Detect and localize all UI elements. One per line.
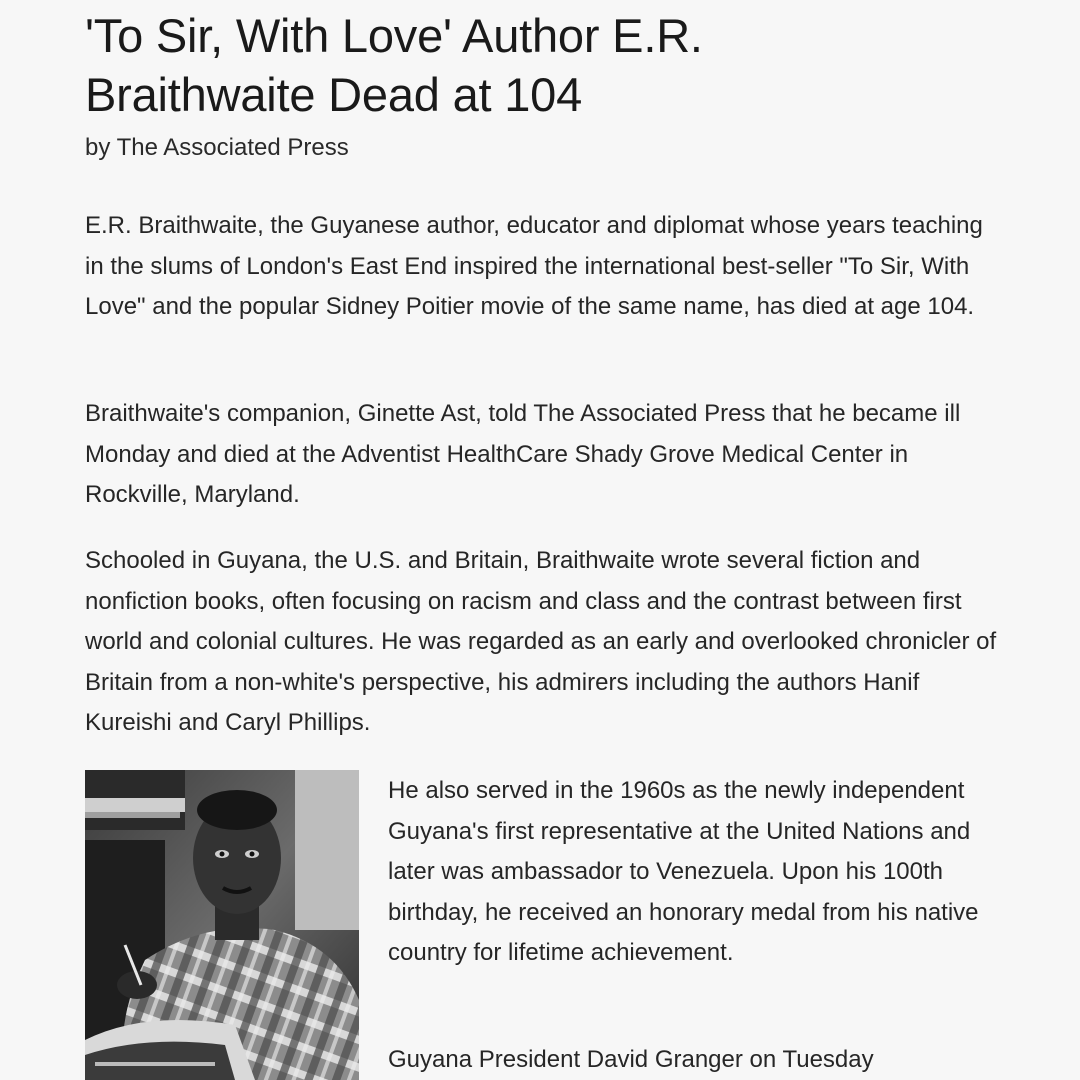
article-byline: by The Associated Press <box>85 134 349 161</box>
author-photo <box>85 770 359 1080</box>
article-headline: 'To Sir, With Love' Author E.R. Braithwaite Dead at 104 <box>85 9 703 121</box>
article-paragraph: Guyana President David Granger on Tuesday <box>388 1046 874 1073</box>
article-paragraph: E.R. Braithwaite, the Guyanese author, educator and diplomat whose years teaching in the slums of London's East End inspired the international best-seller "To Sir, With Love" and the popular Sidney Poitier movie of the same name, has died at age 104. <box>85 212 983 321</box>
article-paragraph: Schooled in Guyana, the U.S. and Britain, Braithwaite wrote several fiction and nonfiction books, often focusing on racism and class and the contrast between first world and colonial cultures. He was regarded as an early and overlooked chronicler of Britain from a non-white's perspective, his admirers including the authors Hanif Kureishi and Caryl Phillips. <box>85 547 997 737</box>
article-paragraph: Braithwaite's companion, Ginette Ast, told The Associated Press that he became ill Monday and died at the Adventist HealthCare Shady Grove Medical Center in Rockville, Maryland. <box>85 400 961 509</box>
article-paragraph: He also served in the 1960s as the newly independent Guyana's first representative at the United Nations and later was ambassador to Venezuela. Upon his 100th birthday, he received an honorary medal from his native country for lifetime achievement. <box>388 777 979 967</box>
